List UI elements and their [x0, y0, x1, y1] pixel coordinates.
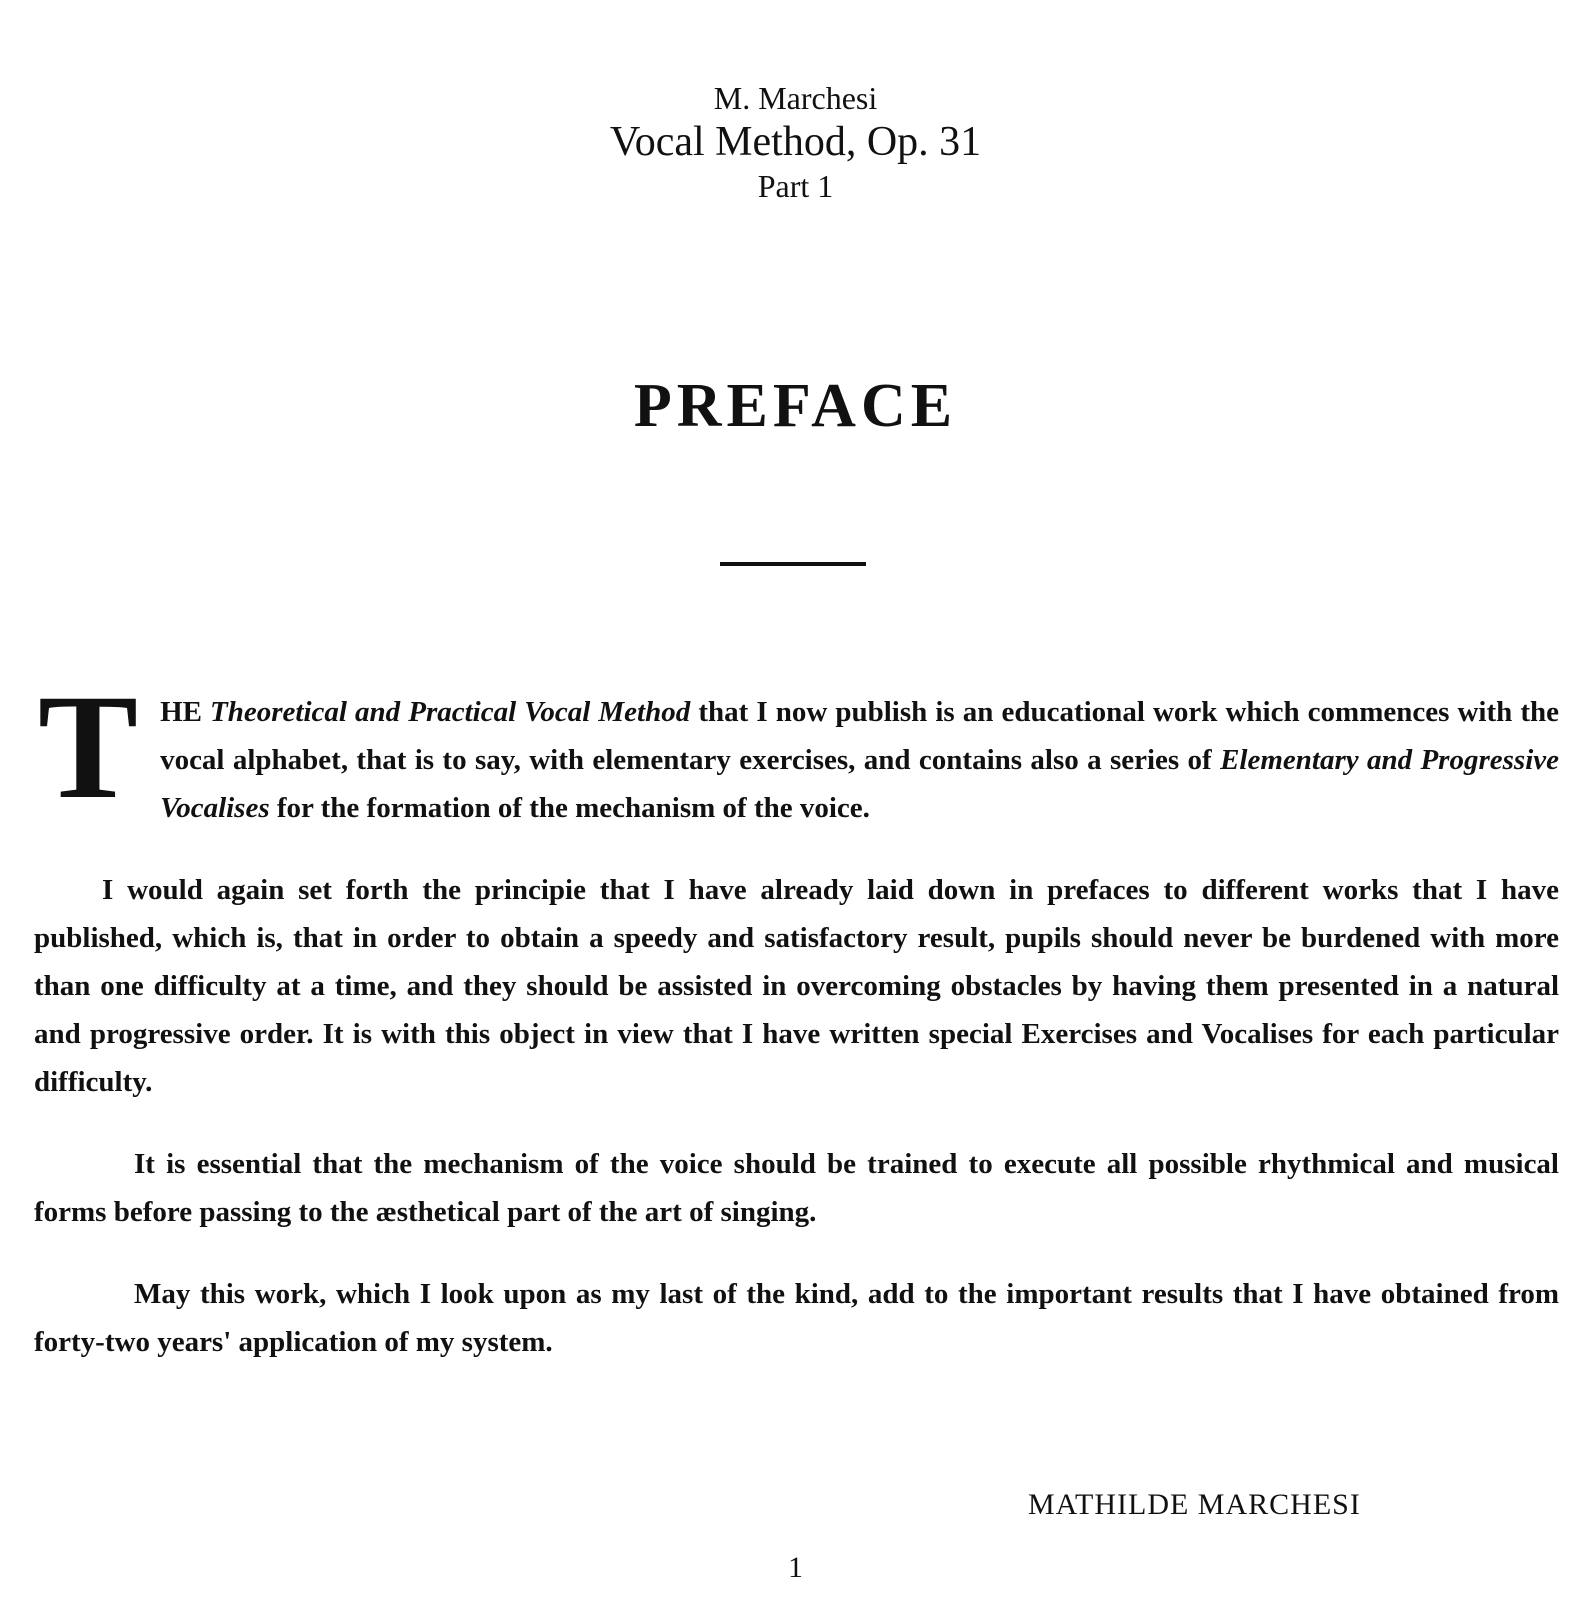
paragraph-3: It is essential that the mechanism of the voice should be trained to execute all possible rhythmical and musical forms before passing to the æsthetical part of the art of singing. [34, 1148, 1559, 1228]
paragraph-1-lead: HE [160, 696, 211, 728]
document-header [0, 78, 1591, 206]
paragraph-1-text-a: that I now publish is an educational work which commences with the vocal alphabet, that is to say, with elementary exercises, and contains also a series of [160, 696, 1559, 776]
author-line: M. Marchesi [713, 80, 878, 116]
divider-rule [720, 562, 866, 566]
preface-body [34, 664, 1559, 1366]
paragraph-1-text-b: for the formation of the mechanism of the voice. [269, 792, 870, 824]
paragraph-4: May this work, which I look upon as my last of the kind, add to the important results that I have obtained from forty-two years' application of my system. [34, 1278, 1559, 1358]
page-number: 1 [788, 1551, 803, 1584]
paragraph-2: I would again set forth the principie that I have already laid down in prefaces to different works that I have published, which is, that in order to obtain a speedy and satisfactory result, pupils should never be burdened with more than one difficulty at a time, and they should be assisted in overcoming obstacles by having them presented in a natural and progressive order. It is with this object in view that I have written special Exercises and Vocalises for each particular difficulty. [34, 874, 1559, 1098]
work-title: Vocal Method, Op. 31 [609, 119, 982, 165]
paragraph-1-italic-title: Theoretical and Practical Vocal Method [210, 696, 691, 728]
part-line: Part 1 [757, 168, 834, 204]
signature: MATHILDE MARCHESI [1028, 1488, 1361, 1521]
section-title: PREFACE [633, 372, 958, 440]
paragraph-1-italic-vocalises: Elementary and Progressive Vocalises [160, 744, 1559, 824]
paragraph-1 [34, 664, 1559, 832]
drop-cap: T [38, 664, 139, 830]
